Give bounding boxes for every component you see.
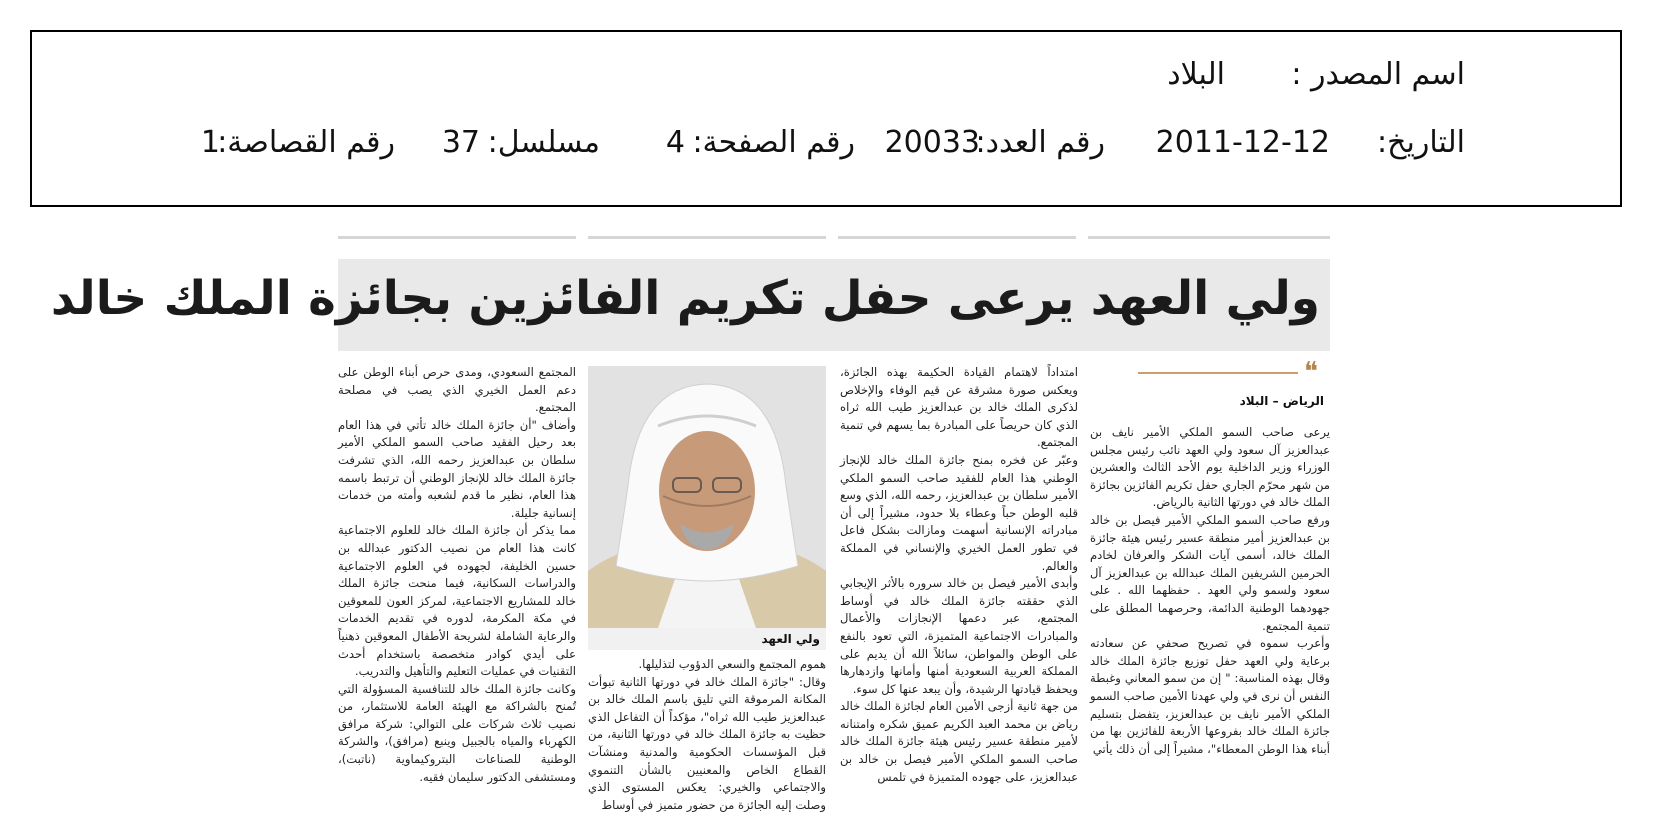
paragraph: امتداداً لاهتمام القيادة الحكيمة بهذه الجائزة، ويعكس صورة مشرقة عن قيم الوفاء والإخلاص لذكرى الملك خالد بن عبدالعزيز طيب الله ثراه الذي كان حريصاً على المبادرة بما يسهم في تنمية المجتمع. (840, 365, 1078, 450)
article-column-4 (338, 364, 576, 824)
quote-divider (1138, 372, 1298, 374)
source-info-box (30, 30, 1622, 207)
paragraph: من جهة ثانية أزجى الأمين العام لجائزة الملك خالد رياض بن محمد العبد الكريم عميق شكره وامتنانه لأمير منطقة عسير رئيس هيئة جائزة الملك خالد صاحب السمو الملكي الأمير فيصل بن خالد بن عبدالعزيز، على جهوده المتميزة في تلمس (840, 699, 1078, 784)
serial-value: 37 (441, 125, 480, 160)
page-value: 4 (665, 125, 685, 160)
clip-label: رقم القصاصة: (217, 125, 395, 160)
portrait-illustration (588, 366, 826, 628)
headline-band (50, 259, 1330, 351)
page-label: رقم الصفحة: (692, 125, 855, 160)
article-dateline: الرياض – البلاد (1239, 394, 1324, 408)
source-label: اسم المصدر : (1291, 57, 1465, 92)
article-column-1 (1090, 424, 1330, 824)
issue-label: رقم العدد: (975, 125, 1105, 160)
paragraph: يرعى صاحب السمو الملكي الأمير نايف بن عبدالعزيز آل سعود ولي العهد نائب رئيس مجلس الوزراء وزير الداخلية يوم الأحد الثالث والعشرين من شهر محرّم الجاري حفل تكريم الفائزين بجائزة الملك خالد في دورتها الثانية بالرياض. (1090, 425, 1330, 510)
date-label: التاريخ: (1377, 125, 1465, 160)
paragraph: وأعرب سموه في تصريح صحفي عن سعادته برعاية ولي العهد حفل توزيع جائزة الملك خالد وقال بهذه المناسبة: " إن من سمو المعاني وغبطة النفس أن نرى في ولي عهدنا الأمين صاحب السمو الملكي الأمير نايف بن عبدالعزيز، يتفضل بتسليم جائزة الملك خالد بفروعها الأربعة للفائزين بها من أبناء هذا الوطن المعطاء"، مشيراً إلى أن ذلك يأتي (1089, 636, 1330, 756)
quote-mark-icon: ❝ (1304, 357, 1318, 387)
serial-label: مسلسل: (487, 125, 600, 160)
paragraph: وأبدى الأمير فيصل بن خالد سروره بالأثر الإيجابي الذي حققته جائزة الملك خالد في أوساط المجتمع، عبر دعمها الإنجازات والأعمال والمبادرات الاجتماعية المتميزة، التي تعود بالنفع على الوطن والمواطن، سائلاً الله أن يديم على المملكة العربية السعودية أمنها وأمانها وازدهارها ويحفظ قيادتها الرشيدة، وأن يبعد عنها كل سوء. (840, 576, 1078, 696)
paragraph: وعبّر عن فخره بمنح جائزة الملك خالد للإنجاز الوطني هذا العام للفقيد صاحب السمو الملكي الأمير سلطان بن عبدالعزيز، رحمه الله، الذي وسع قلبه الوطن حباً وعطاء بلا حدود، مشيراً إلى أن مبادراته الإنسانية أسهمت ومازالت بشكل فاعل في تطور العمل الخيري والإنساني في المملكة والعالم. (840, 452, 1078, 573)
newspaper-clipping (50, 236, 1330, 823)
photo-caption-text: ولي العهد (761, 632, 820, 646)
paragraph: وأضاف "أن جائزة الملك خالد تأتي في هذا العام بعد رحيل الفقيد صاحب السمو الملكي الأمير سلطان بن عبدالعزيز رحمه الله، الذي تشرفت جائزة الملك خالد للإنجاز الوطني أن ترتبط باسمه هذا العام، نظير ما قدم لشعبه وأمته من خدمات إنسانية جليلة. (338, 417, 576, 520)
source-value: البلاد (1167, 57, 1225, 92)
paragraph: مما يذكر أن جائزة الملك خالد للعلوم الاجتماعية كانت هذا العام من نصيب الدكتور عبدالله بن حسين الخليفة، لجهوده في العلوم الاجتماعية والدراسات السكانية، فيما منحت جائزة الملك خالد للمشاريع الاجتماعية، لمركز العون للمعوقين في مكة المكرمة، لدوره في تقديم الخدمات والرعاية الشاملة لشريحة الأطفال المعوقين ذهنياً على أيدي كوادر متخصصة باستخدام أحدث التقنيات في عمليات التعليم والتأهيل والتدريب. (338, 523, 576, 679)
photo-caption (588, 628, 826, 650)
article-headline: ولي العهد يرعى حفل تكريم الفائزين بجائزة الملك خالد (50, 271, 1320, 326)
issue-value: 20033 (884, 125, 980, 160)
article-column-3 (588, 656, 826, 824)
article-column-2 (840, 364, 1078, 824)
clip-value: 1 (200, 125, 220, 160)
paragraph: وقال: "جائزة الملك خالد في دورتها الثانية تبوأت المكانة المرموقة التي تليق باسم الملك خالد بن عبدالعزيز طيب الله ثراه"، مؤكداً أن التفاعل الذي حظيت به جائزة الملك خالد في دورتها الثانية، من قبل المؤسسات الحكومية والمدنية ومنشآت القطاع الخاص والمعنيين بالشأن التنموي والاجتماعي والخيري: يعكس المستوى الذي وصلت إليه الجائزة من حضور متميز في أوساط (588, 674, 826, 812)
paragraph: وكانت جائزة الملك خالد للتنافسية المسؤولة التي تُمنح بالشراكة مع الهيئة العامة للاستثمار، من نصيب ثلاث شركات على التوالي: شركة مرافق الكهرباء والمياه بالجبيل وينبع (مرافق)، والشركة الوطنية للصناعات البتروكيماوية (ناتبت)، ومستشفى الدكتور سليمان فقيه. (338, 681, 576, 784)
crown-prince-photo (588, 366, 826, 628)
paragraph: هموم المجتمع والسعي الدؤوب لتذليلها. (638, 657, 826, 671)
date-value: 2011-12-12 (1155, 125, 1330, 160)
top-rules (338, 236, 1330, 239)
paragraph: ورفع صاحب السمو الملكي الأمير فيصل بن خالد بن عبدالعزيز أمير منطقة عسير رئيس هيئة جائزة الملك خالد، أسمى آيات الشكر والعرفان لخادم الحرمين الشريفين الملك عبدالله بن عبدالعزيز آل سعود ولسمو ولي العهد . حفظهما الله . على جهودهما الوطنية الدائمة، وحرصهما المطلق على تنمية المجتمع. (1090, 512, 1330, 633)
paragraph: المجتمع السعودي، ومدى حرص أبناء الوطن على دعم العمل الخيري الذي يصب في مصلحة المجتمع. (338, 365, 576, 415)
